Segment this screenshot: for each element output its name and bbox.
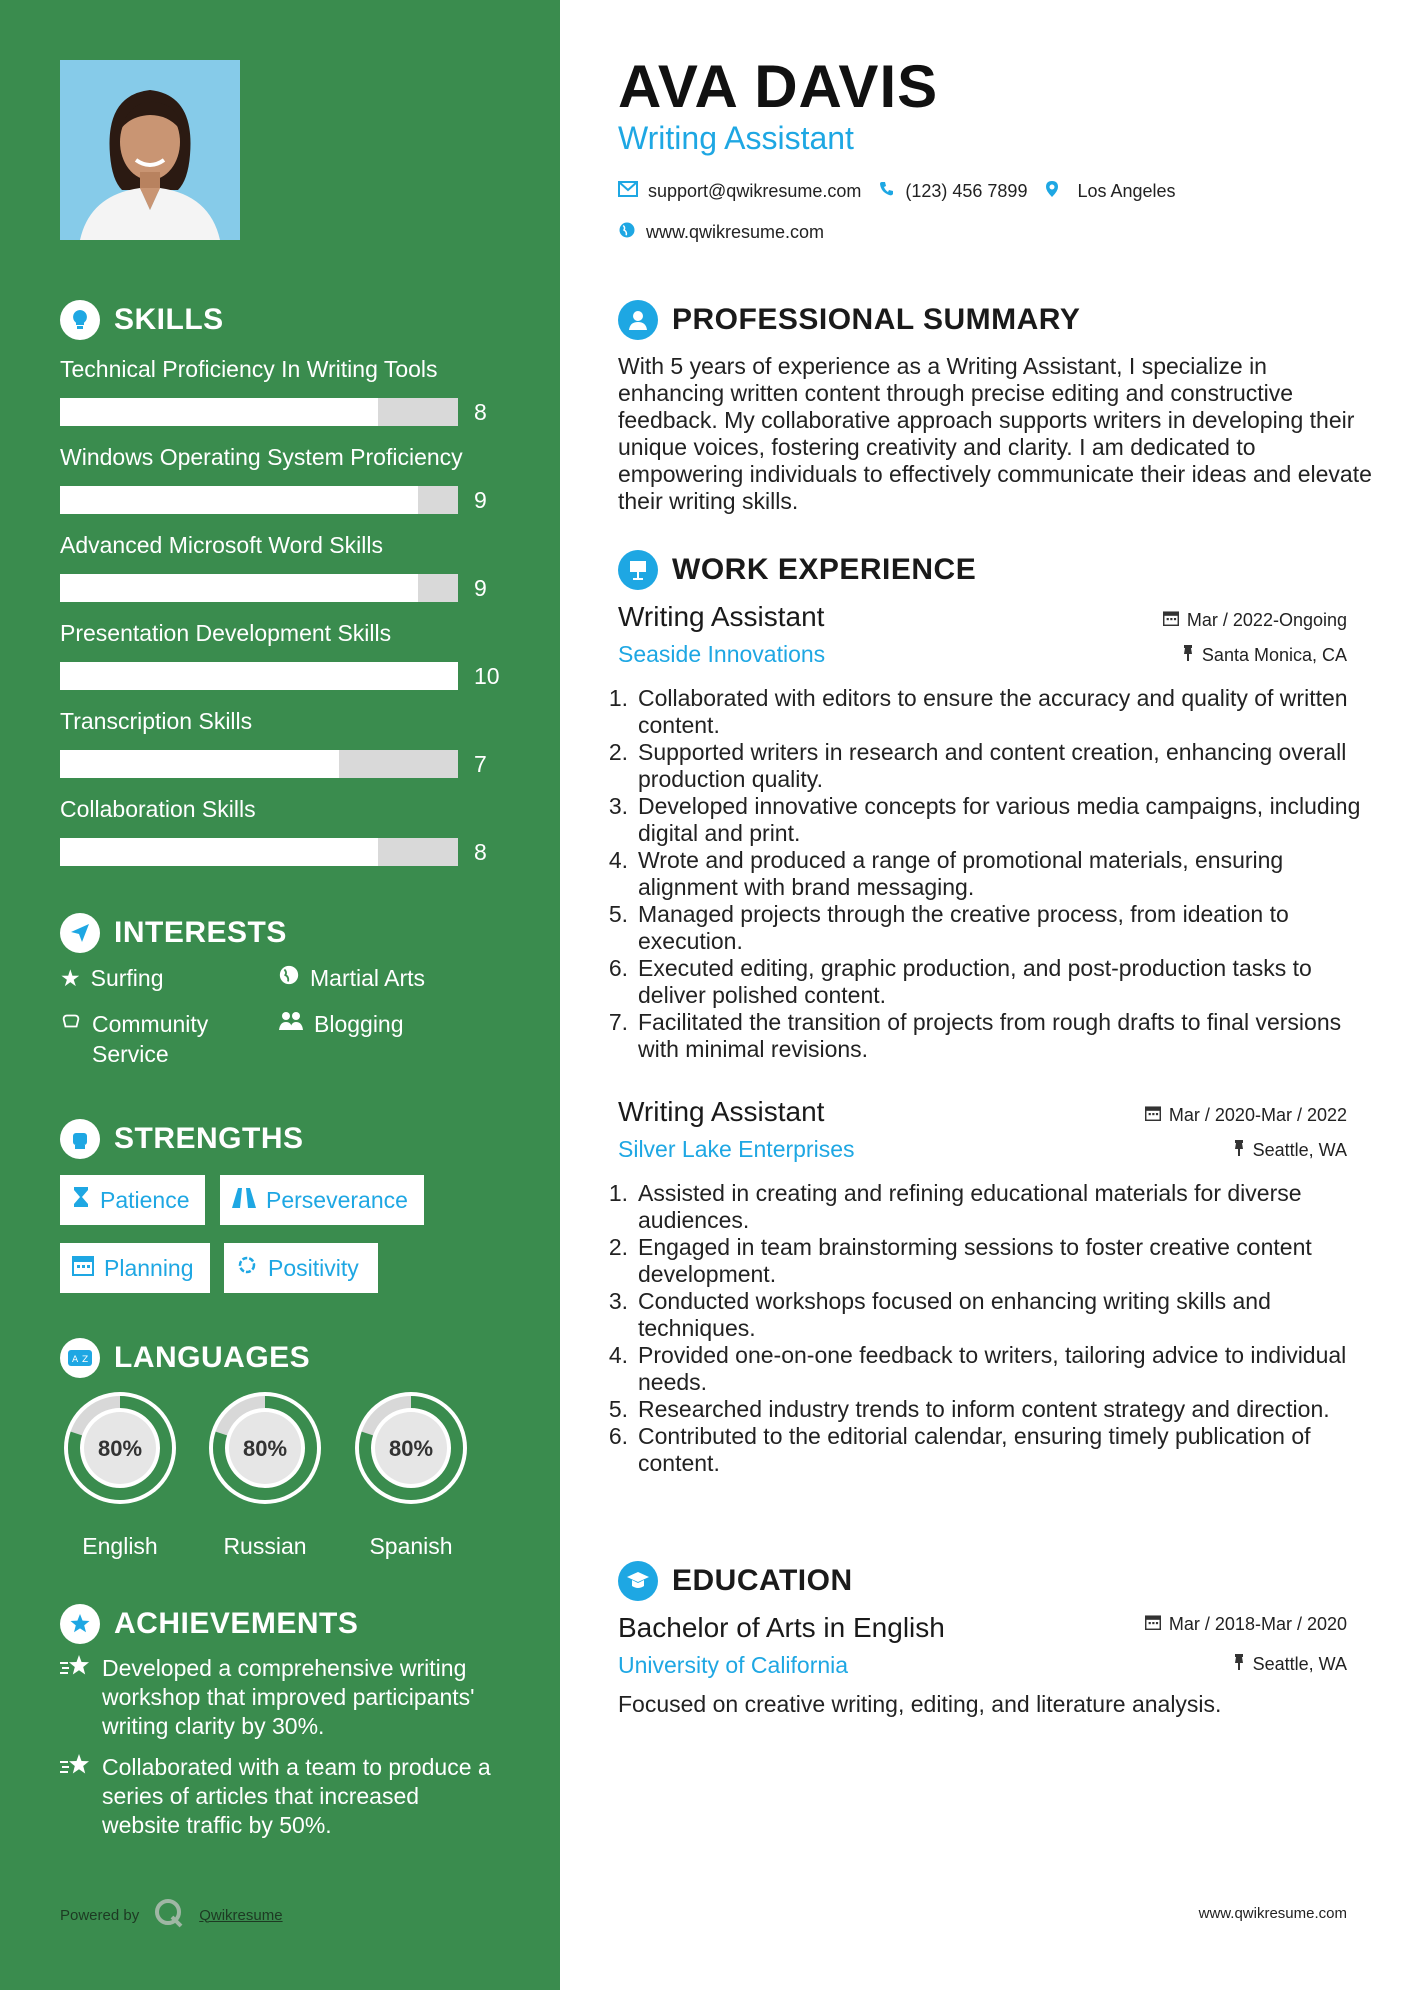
skill-name: Transcription Skills [60, 708, 253, 734]
sidebar [0, 0, 560, 1990]
road-icon [232, 1187, 256, 1214]
skill-bar [60, 486, 458, 514]
achievements-title: ACHIEVEMENTS [114, 1607, 359, 1640]
calendar-icon [1163, 610, 1179, 631]
strengths-heading [60, 1119, 304, 1159]
strength-badge [224, 1243, 378, 1293]
skill-name: Advanced Microsoft Word Skills [60, 532, 383, 558]
skill-name: Presentation Development Skills [60, 620, 392, 646]
interests-title: INTERESTS [114, 916, 287, 949]
skill-fill [60, 398, 378, 426]
skill-bar [60, 574, 458, 602]
achievement-item [60, 1654, 500, 1741]
job-company: Silver Lake Enterprises [618, 1136, 855, 1162]
skill-value: 9 [474, 486, 487, 513]
experience-title: WORK EXPERIENCE [672, 553, 977, 586]
lightbulb-icon [60, 300, 100, 340]
sun-icon [236, 1254, 258, 1282]
skill-fill [60, 486, 418, 514]
list-item: 6. Executed editing, graphic production, and post-production tasks to deliver polished content. [608, 955, 1312, 1008]
candidate-name: AVA DAVIS [618, 53, 939, 120]
languages-heading [60, 1338, 310, 1378]
achievement-text: Collaborated with a team to produce a series of articles that increased website traffic by 50%. [102, 1754, 491, 1838]
skills-heading [60, 300, 224, 340]
map-pin-icon [1045, 180, 1059, 203]
user-icon [618, 300, 658, 340]
list-item: 1. Assisted in creating and refining educational materials for diverse audiences. [608, 1180, 1302, 1233]
skill-value: 8 [474, 838, 487, 865]
interest-item [60, 1009, 232, 1069]
job-company: Seaside Innovations [618, 641, 826, 667]
list-item: 2. Supported writers in research and content creation, enhancing overall production quality. [608, 739, 1347, 792]
job-location-text: Santa Monica, CA [1201, 645, 1347, 665]
language-item [58, 1386, 182, 1560]
skill-fill [60, 662, 458, 690]
language-percent: 80% [388, 1436, 434, 1461]
job-bullets [602, 1180, 1382, 1477]
strength-label: Planning [104, 1254, 194, 1281]
graduation-icon [618, 1561, 658, 1601]
interest-label: Surfing [90, 965, 164, 991]
summary-heading [618, 300, 1080, 340]
skill-name: Technical Proficiency In Writing Tools [60, 356, 438, 382]
interest-label: Blogging [314, 1011, 404, 1037]
main-content [560, 0, 1407, 1990]
list-item: 3. Developed innovative concepts for various media campaigns, including digital and print. [608, 793, 1361, 846]
powered-by [60, 1897, 283, 1933]
interests-heading [60, 913, 287, 953]
pin-icon [1233, 1654, 1245, 1675]
skill-bar [60, 662, 458, 690]
skill-item [60, 354, 520, 426]
achievements-heading [60, 1604, 358, 1644]
star-badge-icon [60, 1604, 100, 1644]
job-date-text: Mar / 2022-Ongoing [1186, 610, 1347, 630]
list-item: 2. Engaged in team brainstorming sessions to foster creative content development. [608, 1234, 1312, 1287]
language-name: English [82, 1533, 158, 1559]
job-date [1163, 610, 1347, 631]
language-ring [349, 1386, 473, 1510]
language-name: Spanish [369, 1533, 453, 1559]
powered-by-label: Powered by [60, 1906, 140, 1924]
list-item: 3. Conducted workshops focused on enhancing writing skills and techniques. [608, 1288, 1271, 1341]
list-item: 7. Facilitated the transition of projects from rough drafts to final versions with minimal revisions. [608, 1009, 1342, 1062]
phone-text: (123) 456 7899 [905, 181, 1028, 201]
strength-badge [220, 1175, 424, 1225]
education-location-text: Seattle, WA [1252, 1654, 1347, 1674]
skill-name: Collaboration Skills [60, 796, 256, 822]
skill-item [60, 530, 520, 602]
education-date [1145, 1614, 1347, 1635]
star-icon [60, 1753, 92, 1840]
list-item: 1. Collaborated with editors to ensure the accuracy and quality of written content. [608, 685, 1348, 738]
skill-bar [60, 838, 458, 866]
language-name: Russian [223, 1533, 307, 1559]
skill-value: 8 [474, 398, 487, 425]
interest-label: Martial Arts [310, 965, 426, 991]
envelope-icon [618, 181, 638, 202]
pin-icon [1182, 645, 1194, 666]
language-item [203, 1386, 327, 1560]
qwikresume-logo-icon [153, 1897, 185, 1933]
list-item: 4. Provided one-on-one feedback to writers, tailoring advice to individual needs. [608, 1342, 1347, 1395]
svg-text:Z: Z [82, 1355, 89, 1365]
interest-label: Community Service [92, 1011, 209, 1067]
qwikresume-link[interactable]: Qwikresume [199, 1906, 283, 1924]
job-title: Writing Assistant [618, 1096, 825, 1127]
degree-title: Bachelor of Arts in English [618, 1612, 945, 1643]
pin-icon [1233, 1140, 1245, 1161]
footer-website[interactable]: www.qwikresume.com [1198, 1905, 1347, 1922]
job-title: Writing Assistant [618, 601, 825, 632]
list-item: 6. Contributed to the editorial calendar, ensuring timely publication of content. [608, 1423, 1311, 1476]
strength-label: Positivity [268, 1254, 359, 1281]
skill-fill [60, 574, 418, 602]
calendar-icon [1145, 1105, 1161, 1126]
phone-icon [879, 181, 895, 202]
list-item: 4. Wrote and produced a range of promotional materials, ensuring alignment with brand messaging. [608, 847, 1284, 900]
skill-value: 10 [474, 662, 500, 689]
strength-label: Perseverance [266, 1186, 408, 1213]
achievement-item [60, 1753, 500, 1840]
contact-row [618, 180, 1176, 203]
email-text[interactable]: support@qwikresume.com [648, 181, 862, 201]
globe-icon [618, 221, 636, 244]
skill-item [60, 794, 520, 866]
skills-title: SKILLS [114, 303, 224, 336]
languages-title: LANGUAGES [114, 1341, 311, 1374]
paper-plane-icon [60, 913, 100, 953]
job-date [1145, 1105, 1347, 1126]
website-row [618, 221, 824, 244]
job-date-text: Mar / 2020-Mar / 2022 [1168, 1105, 1347, 1125]
education-date-text: Mar / 2018-Mar / 2020 [1168, 1614, 1347, 1634]
skill-bar [60, 750, 458, 778]
fist-icon [60, 1119, 100, 1159]
job-bullets [602, 685, 1382, 1063]
calendar-icon [72, 1254, 94, 1282]
language-percent: 80% [97, 1436, 143, 1461]
skill-item [60, 706, 520, 778]
globe-icon [278, 963, 300, 993]
skill-item [60, 442, 520, 514]
job-location-text: Seattle, WA [1252, 1140, 1347, 1160]
people-icon [278, 1009, 304, 1039]
candidate-role: Writing Assistant [618, 120, 854, 156]
language-item [349, 1386, 473, 1560]
experience-heading [618, 550, 976, 590]
education-description: Focused on creative writing, editing, and literature analysis. [618, 1691, 1222, 1717]
interest-item [278, 1009, 404, 1039]
website-text[interactable]: www.qwikresume.com [646, 222, 825, 242]
job-location [1233, 1140, 1347, 1161]
education-location [1233, 1654, 1347, 1675]
strength-badge [60, 1243, 210, 1293]
list-item: 5. Managed projects through the creative process, from ideation to execution. [608, 901, 1289, 954]
school-name: University of California [618, 1652, 849, 1678]
skill-value: 7 [474, 750, 487, 777]
education-heading [618, 1561, 853, 1601]
education-title: EDUCATION [672, 1564, 853, 1597]
presentation-icon [618, 550, 658, 590]
strength-badge [60, 1175, 205, 1225]
strength-label: Patience [100, 1186, 190, 1213]
language-icon [60, 1338, 100, 1378]
location-text: Los Angeles [1077, 181, 1176, 201]
skill-value: 9 [474, 574, 487, 601]
list-item: 5. Researched industry trends to inform content strategy and direction. [608, 1396, 1330, 1422]
skill-fill [60, 750, 339, 778]
calendar-icon [1145, 1614, 1161, 1635]
strengths-title: STRENGTHS [114, 1122, 304, 1155]
star-icon: ★ [60, 965, 81, 991]
svg-text:A: A [72, 1355, 79, 1365]
summary-text: With 5 years of experience as a Writing Assistant, I specialize in enhancing written content through precise editing and constructive feedback. My collaborative approach supports writers in developing their unique voices, fostering creativity and clarity. I am dedicated to empowering individuals to effectively communicate their ideas and elevate their writing skills. [618, 353, 1372, 514]
summary-title: PROFESSIONAL SUMMARY [672, 303, 1081, 336]
hand-icon [60, 1009, 82, 1039]
star-icon [60, 1654, 92, 1741]
interest-item [278, 963, 425, 993]
achievement-text: Developed a comprehensive writing workshop that improved participants' writing clarity by 30%. [102, 1655, 475, 1739]
interest-item [60, 963, 164, 993]
skill-name: Windows Operating System Proficiency [60, 444, 463, 470]
skill-fill [60, 838, 378, 866]
language-ring [58, 1386, 182, 1510]
job-location [1182, 645, 1347, 666]
language-ring [203, 1386, 327, 1510]
hourglass-icon [72, 1186, 90, 1214]
language-percent: 80% [242, 1436, 288, 1461]
skill-bar [60, 398, 458, 426]
profile-photo [60, 60, 240, 240]
skill-item [60, 618, 520, 690]
